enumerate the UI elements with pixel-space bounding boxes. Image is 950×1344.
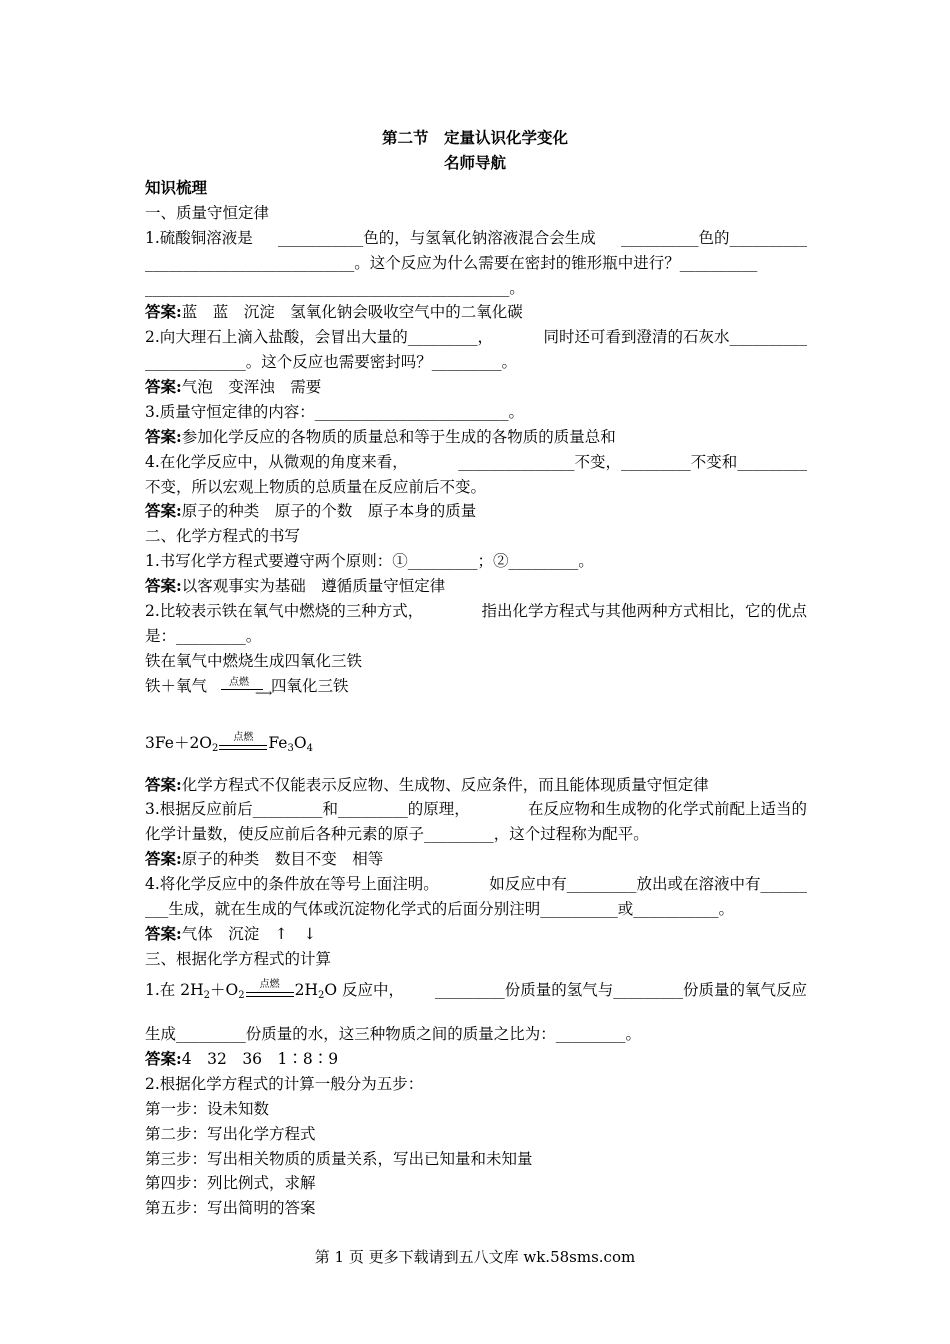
text: 1.在 2H [145, 981, 204, 999]
part1-q2-line2: _____________。这个反应也需要密封吗？_________。 [145, 353, 518, 371]
text: Fe [268, 734, 288, 752]
part1-a1 [145, 302, 523, 322]
reaction-arrow [211, 677, 273, 700]
step-item: 第二步：写出化学方程式 [145, 1125, 316, 1143]
reaction-equals [219, 734, 267, 754]
step-item: 第一步：设未知数 [145, 1100, 270, 1118]
part2-q3-line2: 化学计量数，使反应前后各种元素的原子_________，这个过程称为配平。 [145, 825, 649, 843]
section-title: 第二节 定量认识化学变化 [381, 128, 568, 147]
subscript: 2 [238, 990, 245, 1001]
answer-label: 答案: [145, 576, 182, 595]
page-footer: 第 1 页 更多下载请到五八文库 wk.58sms.com [314, 1248, 636, 1266]
part2-q2-line1 [145, 601, 807, 621]
equals-line [246, 992, 294, 993]
part3-q2: 2.根据化学方程式的计算一般分为五步： [145, 1075, 424, 1093]
answer-text: 气体 沉淀 ↑ ↓ [181, 925, 317, 943]
answer-text: 蓝 蓝 沉淀 氢氧化钠会吸收空气中的二氧化碳 [181, 303, 523, 321]
answer-text: 化学方程式不仅能表示反应物、生成物、反应条件，而且能体现质量守恒定律 [181, 776, 709, 794]
part2-q2-line2: 是：_________。 [145, 627, 262, 645]
part1-q1-line1 [145, 228, 807, 248]
answer-text: 原子的种类 数目不变 相等 [181, 850, 384, 868]
answer-label: 答案: [145, 377, 182, 396]
equation-text [145, 980, 404, 1001]
part2-a4 [145, 924, 316, 944]
text: 铁＋氧气 [145, 677, 208, 695]
part2-q4-line2: ___生成，就在生成的气体或沉淀物化学式的后面分别注明__________或___________。 [145, 900, 735, 918]
equals-line [219, 745, 267, 746]
part1-a3 [145, 427, 616, 447]
condition-label: 点燃 [229, 677, 250, 688]
text: 3Fe＋2O [145, 734, 213, 752]
part2-a1 [145, 576, 445, 596]
part1-q2-line1 [145, 327, 807, 347]
text: 4.将化学反应中的条件放在等号上面注明。 [145, 875, 439, 893]
answer-label: 答案: [145, 427, 182, 446]
text: O 反应中， [324, 981, 404, 999]
answer-label: 答案: [145, 501, 182, 520]
arrow-head-icon: ⟶ [255, 686, 273, 700]
text: 四氧化三铁 [271, 677, 349, 695]
text: ＋O [209, 981, 239, 999]
text: _________份质量的氢气与_________份质量的氧气反应 [434, 981, 807, 999]
text: 1.硫酸铜溶液是 [145, 229, 253, 247]
text: 在反应物和生成物的化学式前配上适当的 [527, 800, 807, 818]
part3-q1-line2: 生成_________份质量的水，这三种物质之间的质量之比为：_________。 [145, 1025, 642, 1043]
text: 同时还可看到澄清的石灰水__________ [543, 328, 807, 346]
part3-a1 [145, 1049, 338, 1069]
subscript: 2 [203, 990, 210, 1001]
step-item: 第五步：写出简明的答案 [145, 1199, 316, 1217]
section-subtitle: 名师导航 [443, 153, 506, 172]
text: _______________不变，_________不变和_________ [458, 453, 807, 471]
reaction-equals [246, 981, 294, 1001]
text: 2H [294, 981, 318, 999]
part1-a4 [145, 501, 476, 521]
part2-way1: 铁在氧气中燃烧生成四氧化三铁 [145, 652, 363, 670]
answer-text: 参加化学反应的各物质的质量总和等于生成的各物质的质量总和 [181, 428, 616, 446]
text: 3.根据反应前后_________和_________的原理， [145, 800, 470, 818]
subscript: 4 [306, 743, 313, 754]
subscript: 2 [212, 743, 219, 754]
answer-label: 答案: [145, 775, 182, 794]
part3-q1-line1 [145, 980, 807, 1001]
part1-q4-line1 [145, 452, 807, 472]
part1-a2 [145, 377, 321, 397]
answer-label: 答案: [145, 849, 182, 868]
answer-text: 以客观事实为基础 遵循质量守恒定律 [181, 577, 446, 595]
answer-text: 4 32 36 1∶8∶9 [181, 1050, 339, 1068]
text: O [293, 734, 307, 752]
equals-line [246, 996, 294, 997]
answer-label: 答案: [145, 1049, 182, 1068]
answer-label: 答案: [145, 924, 182, 943]
part2-q4-line1 [145, 874, 807, 894]
text: 2.比较表示铁在氧气中燃烧的三种方式， [145, 602, 424, 620]
text: 指出化学方程式与其他两种方式相比，它的优点 [481, 602, 807, 620]
part1-q3: 3.质量守恒定律的内容：_________________________。 [145, 403, 525, 421]
text: ___________色的，与氢氧化钠溶液混合会生成 [278, 229, 596, 247]
subscript: 3 [287, 743, 294, 754]
condition-label: 点燃 [233, 732, 254, 743]
part3-heading: 三、根据化学方程式的计算 [145, 950, 332, 968]
part2-q3-line1 [145, 799, 807, 819]
part1-q4-line2: 不变，所以宏观上物质的总质量在反应前后不变。 [145, 478, 487, 496]
part2-a3 [145, 849, 383, 869]
part2-a2 [145, 775, 709, 795]
part2-q1: 1.书写化学方程式要遵守两个原则：①_________；②_________。 [145, 552, 594, 570]
answer-label: 答案: [145, 302, 182, 321]
step-item: 第四步：列比例式，求解 [145, 1174, 316, 1192]
condition-label: 点燃 [259, 979, 280, 990]
text: 4.在化学反应中，从微观的角度来看， [145, 453, 408, 471]
part2-way2 [145, 676, 349, 700]
text: 如反应中有_________放出或在溶液中有______ [489, 875, 807, 893]
part2-heading: 二、化学方程式的书写 [145, 527, 301, 545]
step-item: 第三步：写出相关物质的质量关系，写出已知量和未知量 [145, 1150, 533, 1168]
answer-text: 气泡 变浑浊 需要 [181, 378, 322, 396]
equals-line [219, 749, 267, 750]
part1-heading: 一、质量守恒定律 [145, 204, 270, 222]
knowledge-heading: 知识梳理 [145, 178, 208, 197]
text: 2.向大理石上滴入盐酸，会冒出大量的_________， [145, 328, 494, 346]
answer-text: 原子的种类 原子的个数 原子本身的质量 [181, 502, 477, 520]
part2-way3 [145, 733, 313, 754]
part1-q1-line2: ___________________________。这个反应为什么需要在密封的锥形瓶中进行？__________ [145, 254, 758, 272]
text: __________色的__________ [620, 229, 807, 247]
subscript: 2 [317, 990, 325, 1001]
part1-q1-line3: _______________________________________________。 [145, 279, 525, 297]
